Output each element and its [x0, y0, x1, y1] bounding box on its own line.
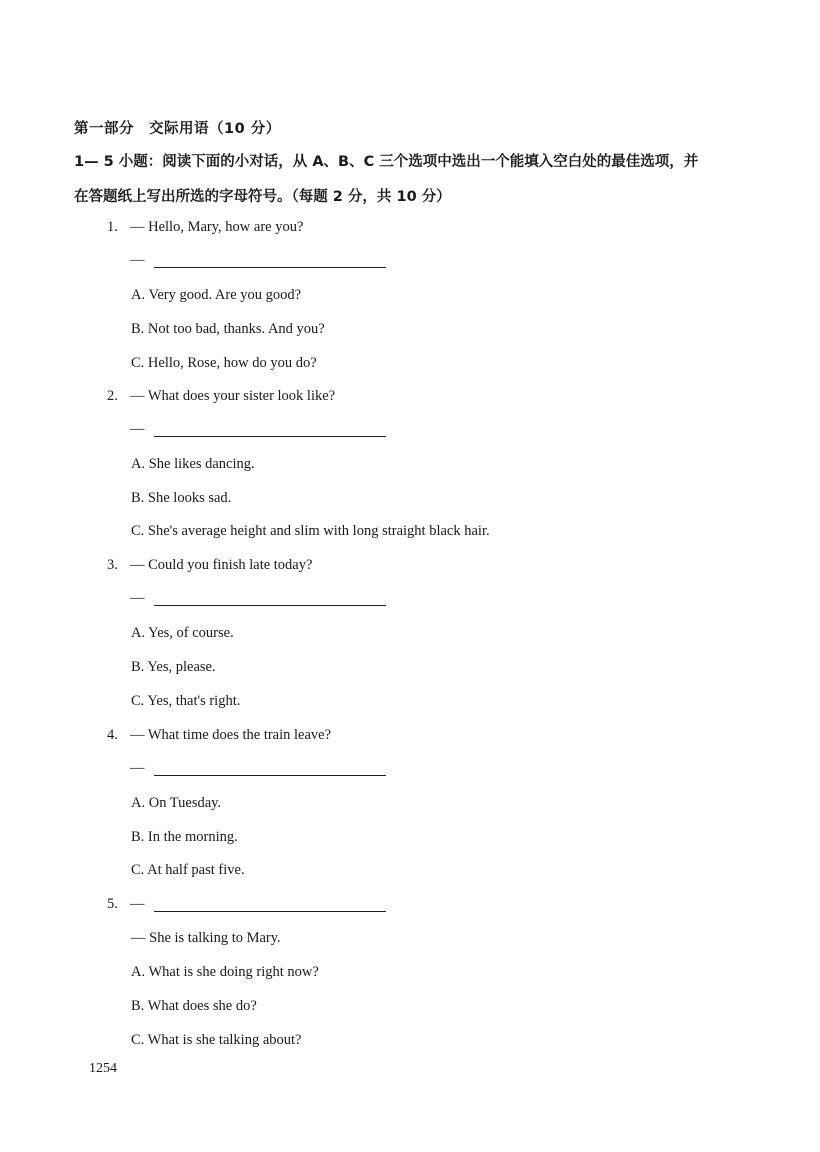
option-a: A. Yes, of course.: [131, 625, 234, 641]
response-dash: —: [130, 421, 145, 437]
option-a: A. Very good. Are you good?: [131, 287, 302, 303]
response-dash: —: [130, 590, 145, 606]
option-b: B. In the morning.: [131, 829, 238, 845]
instructions-line-1: 1— 5 小题：阅读下面的小对话，从 A、B、C 三个选项中选出一个能填入空白处的最佳选项，并: [74, 154, 699, 170]
question-prompt: — Could you finish late today?: [130, 557, 313, 573]
question-prompt: — What time does the train leave?: [130, 727, 332, 743]
option-c: C. She's average height and slim with long straight black hair.: [131, 523, 490, 539]
response-dash: —: [130, 760, 145, 776]
option-b: B. Yes, please.: [131, 659, 216, 675]
answer-blank: [154, 605, 386, 606]
answer-blank: [154, 911, 386, 912]
answer-blank: [154, 436, 386, 437]
section-title: 第一部分 交际用语（10 分）: [74, 121, 281, 137]
option-c: C. Hello, Rose, how do you do?: [131, 355, 317, 371]
question-number: 4.: [107, 727, 118, 743]
instructions-line-2: 在答题纸上写出所选的字母符号。（每题 2 分，共 10 分）: [74, 189, 451, 205]
option-c: C. What is she talking about?: [131, 1032, 302, 1048]
page-number: 1254: [89, 1061, 117, 1076]
question-number: 1.: [107, 219, 118, 235]
question-response: — She is talking to Mary.: [131, 930, 281, 946]
option-c: C. Yes, that's right.: [131, 693, 241, 709]
option-b: B. Not too bad, thanks. And you?: [131, 321, 325, 337]
option-b: B. What does she do?: [131, 998, 257, 1014]
option-a: A. What is she doing right now?: [131, 964, 319, 980]
question-prompt: — Hello, Mary, how are you?: [130, 219, 304, 235]
question-prompt: — What does your sister look like?: [130, 388, 336, 404]
prompt-dash: —: [130, 896, 145, 912]
option-a: A. She likes dancing.: [131, 456, 255, 472]
question-number: 5.: [107, 896, 118, 912]
answer-blank: [154, 775, 386, 776]
option-b: B. She looks sad.: [131, 490, 232, 506]
question-number: 3.: [107, 557, 118, 573]
response-dash: —: [130, 252, 145, 268]
option-c: C. At half past five.: [131, 862, 245, 878]
answer-blank: [154, 267, 386, 268]
option-a: A. On Tuesday.: [131, 795, 222, 811]
question-number: 2.: [107, 388, 118, 404]
